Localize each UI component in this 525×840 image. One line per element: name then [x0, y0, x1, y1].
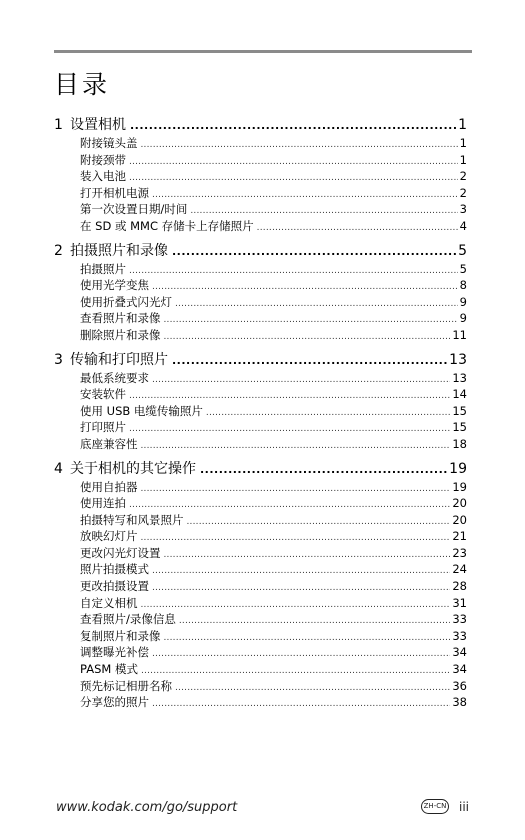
toc-section-entry[interactable]: [54, 386, 467, 403]
dot-leader: [152, 563, 450, 580]
toc-section-entry[interactable]: [54, 436, 467, 453]
section-title: 拍摄特写和风景照片: [80, 512, 184, 527]
toc-section-entry[interactable]: [54, 277, 467, 294]
section-title: 安装软件: [80, 387, 126, 402]
section-title: 使用光学变焦: [80, 278, 149, 293]
section-title: 第一次设置日期/时间: [80, 202, 188, 217]
section-page-number: 15: [452, 403, 467, 418]
section-title: 底座兼容性: [80, 436, 138, 451]
toc-section-entry[interactable]: [54, 403, 467, 420]
dot-leader: [175, 296, 458, 313]
section-page-number: 20: [452, 496, 467, 511]
toc-section-entry[interactable]: [54, 528, 467, 545]
chapter-number: 4: [54, 460, 63, 477]
dot-leader: [152, 646, 450, 663]
toc-section-entry[interactable]: [54, 578, 467, 595]
toc-chapter-entry[interactable]: [54, 460, 467, 479]
dot-leader: [152, 372, 450, 389]
toc-chapter: [54, 351, 467, 453]
dot-leader: [257, 220, 458, 237]
section-page-number: 5: [459, 261, 467, 276]
dot-leader: [141, 530, 451, 547]
section-title: 使用自拍器: [80, 479, 138, 494]
section-page-number: 20: [452, 512, 467, 527]
section-title: 装入电池: [80, 169, 126, 184]
toc-section-entry[interactable]: [54, 370, 467, 387]
chapter-page-number: 1: [458, 117, 467, 133]
dot-leader: [141, 438, 451, 455]
section-page-number: 2: [459, 185, 467, 200]
section-title: 在 SD 或 MMC 存储卡上存储照片: [80, 218, 254, 233]
toc-section-entry[interactable]: [54, 327, 467, 344]
dot-leader: [152, 580, 450, 597]
dot-leader: [129, 421, 450, 438]
section-title: 复制照片和录像: [80, 628, 161, 643]
toc-chapter-entry[interactable]: [54, 116, 467, 135]
section-page-number: 34: [452, 662, 467, 677]
toc-section-entry[interactable]: [54, 168, 467, 185]
dot-leader: [206, 405, 450, 422]
toc-section-entry[interactable]: [54, 479, 467, 496]
toc-section-entry[interactable]: [54, 310, 467, 327]
chapter-number: 2: [54, 242, 63, 259]
section-page-number: 36: [452, 678, 467, 693]
chapter-number: 3: [54, 351, 63, 368]
section-page-number: 19: [452, 479, 467, 494]
section-page-number: 38: [452, 695, 467, 710]
toc-section-entry[interactable]: [54, 201, 467, 218]
section-page-number: 15: [452, 420, 467, 435]
section-title: 放映幻灯片: [80, 529, 138, 544]
section-page-number: 8: [459, 278, 467, 293]
chapter-title: 拍摄照片和录像: [70, 242, 168, 259]
chapter-title: 传输和打印照片: [70, 351, 168, 368]
section-page-number: 14: [452, 387, 467, 402]
section-title: 打开相机电源: [80, 185, 149, 200]
dot-leader: [179, 613, 450, 630]
section-title: 附接颈带: [80, 152, 126, 167]
section-page-number: 4: [459, 218, 467, 233]
toc-section-entry[interactable]: [54, 419, 467, 436]
section-page-number: 21: [452, 529, 467, 544]
chapter-title: 关于相机的其它操作: [70, 460, 196, 477]
section-page-number: 9: [459, 311, 467, 326]
dot-leader: [141, 481, 451, 498]
toc-section-entry[interactable]: [54, 595, 467, 612]
toc-section-entry[interactable]: [54, 135, 467, 152]
section-page-number: 13: [452, 370, 467, 385]
dot-leader: [164, 630, 451, 647]
section-title: 自定义相机: [80, 595, 138, 610]
section-page-number: 11: [452, 327, 467, 342]
section-page-number: 33: [452, 612, 467, 627]
dot-leader: [129, 263, 458, 280]
dot-leader: [164, 312, 458, 329]
language-badge: ZH-CN: [421, 799, 449, 814]
dot-leader: [141, 137, 458, 154]
dot-leader: [129, 154, 458, 171]
section-page-number: 23: [452, 545, 467, 560]
toc-section-entry[interactable]: [54, 512, 467, 529]
section-page-number: 3: [459, 202, 467, 217]
chapter-page-number: 19: [449, 460, 467, 477]
section-page-number: 31: [452, 595, 467, 610]
dot-leader: [141, 597, 451, 614]
page-title: 目录: [54, 70, 111, 99]
dot-leader: [175, 680, 450, 697]
dot-leader: [172, 242, 456, 261]
dot-leader: [164, 547, 451, 564]
section-title: 查看照片/录像信息: [80, 612, 176, 627]
dot-leader: [164, 329, 451, 346]
dot-leader: [172, 351, 447, 370]
section-title: 最低系统要求: [80, 370, 149, 385]
dot-leader: [152, 187, 458, 204]
section-title: PASM 模式: [80, 662, 138, 677]
section-title: 查看照片和录像: [80, 311, 161, 326]
section-title: 打印照片: [80, 420, 126, 435]
section-page-number: 2: [459, 169, 467, 184]
dot-leader: [152, 696, 450, 713]
section-page-number: 33: [452, 628, 467, 643]
toc-section-entry[interactable]: [54, 678, 467, 695]
dot-leader: [129, 170, 458, 187]
top-rule: [54, 50, 472, 53]
toc-section-entry[interactable]: [54, 628, 467, 645]
support-url-link[interactable]: www.kodak.com/go/support: [56, 800, 238, 815]
section-title: 调整曝光补偿: [80, 645, 149, 660]
section-page-number: 18: [452, 436, 467, 451]
toc-section-entry[interactable]: [54, 495, 467, 512]
section-page-number: 28: [452, 579, 467, 594]
toc-section-entry[interactable]: [54, 561, 467, 578]
toc-section-entry[interactable]: [54, 218, 467, 235]
section-page-number: 24: [452, 562, 467, 577]
dot-leader: [152, 279, 458, 296]
dot-leader: [141, 663, 450, 680]
section-title: 使用连拍: [80, 496, 126, 511]
chapter-page-number: 13: [449, 351, 467, 368]
toc-section-entry[interactable]: [54, 644, 467, 661]
section-page-number: 1: [459, 152, 467, 167]
chapter-page-number: 5: [458, 242, 467, 259]
chapter-title: 设置相机: [70, 117, 126, 133]
toc-section-entry[interactable]: [54, 661, 467, 678]
toc-section-entry[interactable]: [54, 545, 467, 562]
section-title: 分享您的照片: [80, 695, 149, 710]
dot-leader: [187, 514, 451, 531]
page-number: iii: [459, 800, 470, 814]
chapter-number: 1: [54, 117, 63, 133]
section-title: 照片拍摄模式: [80, 562, 149, 577]
toc-chapter: [54, 116, 467, 235]
dot-leader: [200, 460, 447, 479]
section-title: 预先标记相册名称: [80, 678, 172, 693]
toc-chapter: [54, 242, 467, 344]
toc-chapter: [54, 460, 467, 711]
section-title: 使用 USB 电缆传输照片: [80, 403, 203, 418]
section-title: 拍摄照片: [80, 261, 126, 276]
section-title: 更改拍摄设置: [80, 579, 149, 594]
section-page-number: 34: [452, 645, 467, 660]
toc-section-entry[interactable]: [54, 261, 467, 278]
section-title: 附接镜头盖: [80, 136, 138, 150]
toc-section-entry[interactable]: [54, 694, 467, 711]
section-title: 使用折叠式闪光灯: [80, 294, 172, 309]
section-page-number: 1: [459, 136, 467, 150]
toc-chapter-entry[interactable]: [54, 351, 467, 370]
toc-section-entry[interactable]: [54, 185, 467, 202]
toc-section-entry[interactable]: [54, 611, 467, 628]
section-title: 删除照片和录像: [80, 327, 161, 342]
section-title: 更改闪光灯设置: [80, 545, 161, 560]
toc-chapter-entry[interactable]: [54, 242, 467, 261]
table-of-contents: [54, 116, 467, 718]
toc-section-entry[interactable]: [54, 294, 467, 311]
section-page-number: 9: [459, 294, 467, 309]
dot-leader: [130, 116, 456, 135]
toc-section-entry[interactable]: [54, 152, 467, 169]
